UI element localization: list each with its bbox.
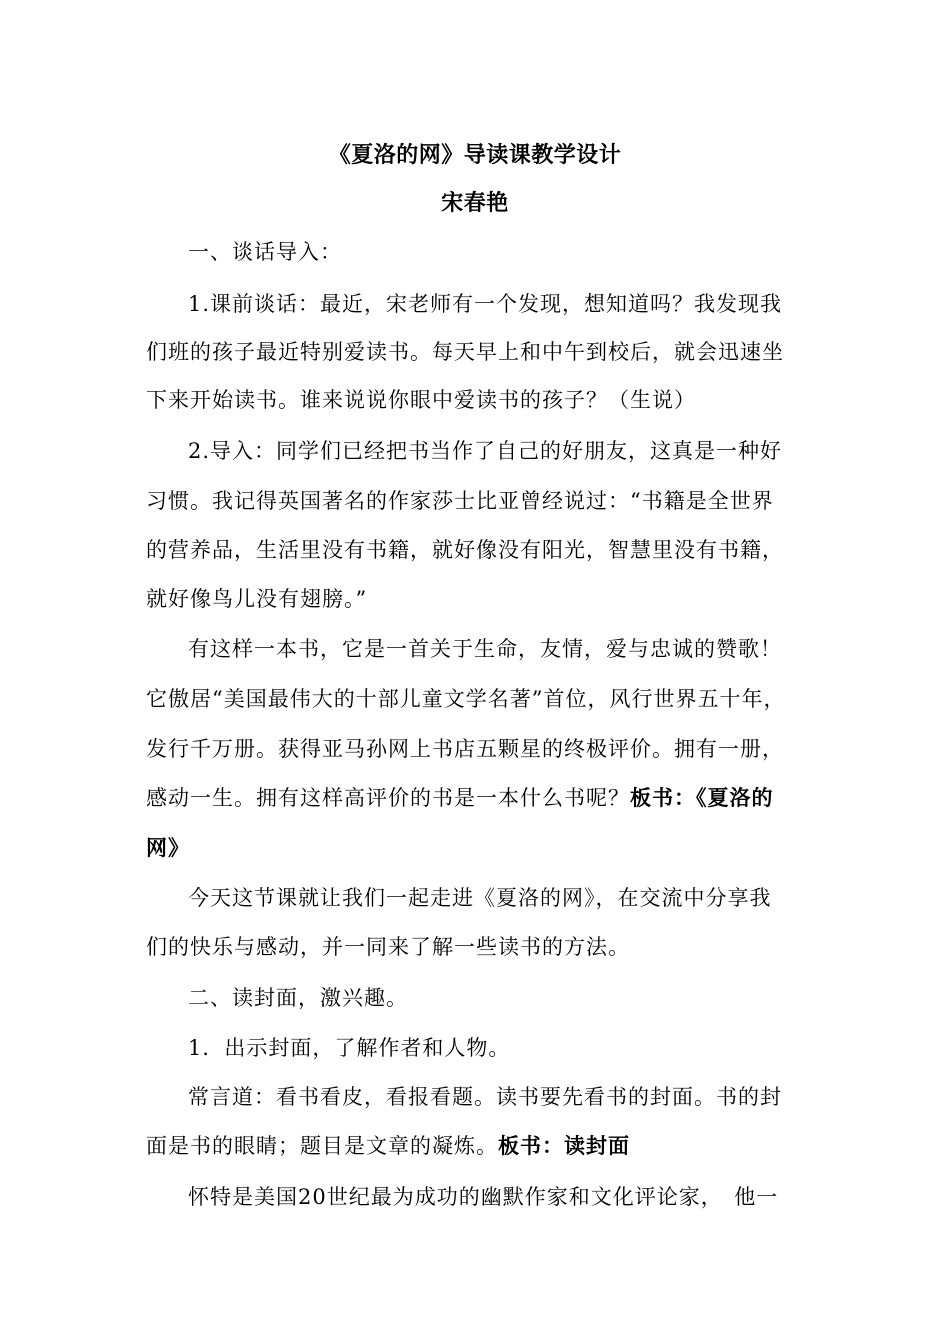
- paragraph-line: 就好像鸟儿没有翅膀。”: [146, 587, 368, 611]
- paragraph-line: 2.导入：同学们已经把书当作了自己的好朋友，这真是一种好: [188, 439, 783, 463]
- paragraph-line: 习惯。我记得英国著名的作家莎士比亚曾经说过：“书籍是全世界: [146, 489, 774, 513]
- paragraph-line: 怀特是美国20世纪最为成功的幽默作家和文化评论家， 他一: [188, 1185, 779, 1209]
- paragraph-line: 下来开始读书。谁来说说你眼中爱读书的孩子？（生说）: [146, 388, 696, 412]
- section-heading-2: 二、读封面，激兴趣。: [188, 986, 408, 1010]
- paragraph-line: 常言道：看书看皮，看报看题。读书要先看书的封面。书的封: [188, 1085, 782, 1109]
- document-title: 《夏洛的网》导读课教学设计: [328, 142, 622, 168]
- paragraph-line: [146, 1132, 836, 1160]
- board-note: 网》: [146, 835, 190, 860]
- paragraph-line: 的营养品，生活里没有书籍，就好像没有阳光，智慧里没有书籍，: [146, 538, 784, 562]
- paragraph-line: 们的快乐与感动，并一同来了解一些读书的方法。: [146, 935, 630, 959]
- subsection-heading: 1．出示封面，了解作者和人物。: [188, 1036, 511, 1060]
- paragraph-line: [146, 784, 836, 812]
- board-note: 板书：《夏洛的: [630, 785, 774, 810]
- document-author: 宋春艳: [441, 190, 509, 216]
- paragraph-line: 们班的孩子最近特别爱读书。每天早上和中午到校后，就会迅速坐: [146, 340, 784, 364]
- paragraph-line: 发行千万册。获得亚马孙网上书店五颗星的终极评价。拥有一册，: [146, 737, 784, 761]
- paragraph-line: 1.课前谈话：最近，宋老师有一个发现，想知道吗？我发现我: [188, 292, 783, 316]
- paragraph-text: 面是书的眼睛；题目是文章的凝炼。: [146, 1134, 498, 1158]
- board-note: 板书：读封面: [498, 1133, 630, 1158]
- section-heading-1: 一、谈话导入：: [188, 240, 342, 264]
- paragraph-line: 它傲居“美国最伟大的十部儿童文学名著”首位，风行世界五十年，: [146, 687, 786, 711]
- paragraph-text: 感动一生。拥有这样高评价的书是一本什么书呢？: [146, 786, 630, 810]
- paragraph-line: 今天这节课就让我们一起走进《夏洛的网》，在交流中分享我: [188, 886, 772, 910]
- paragraph-line: 有这样一本书，它是一首关于生命，友情，爱与忠诚的赞歌！: [188, 637, 782, 661]
